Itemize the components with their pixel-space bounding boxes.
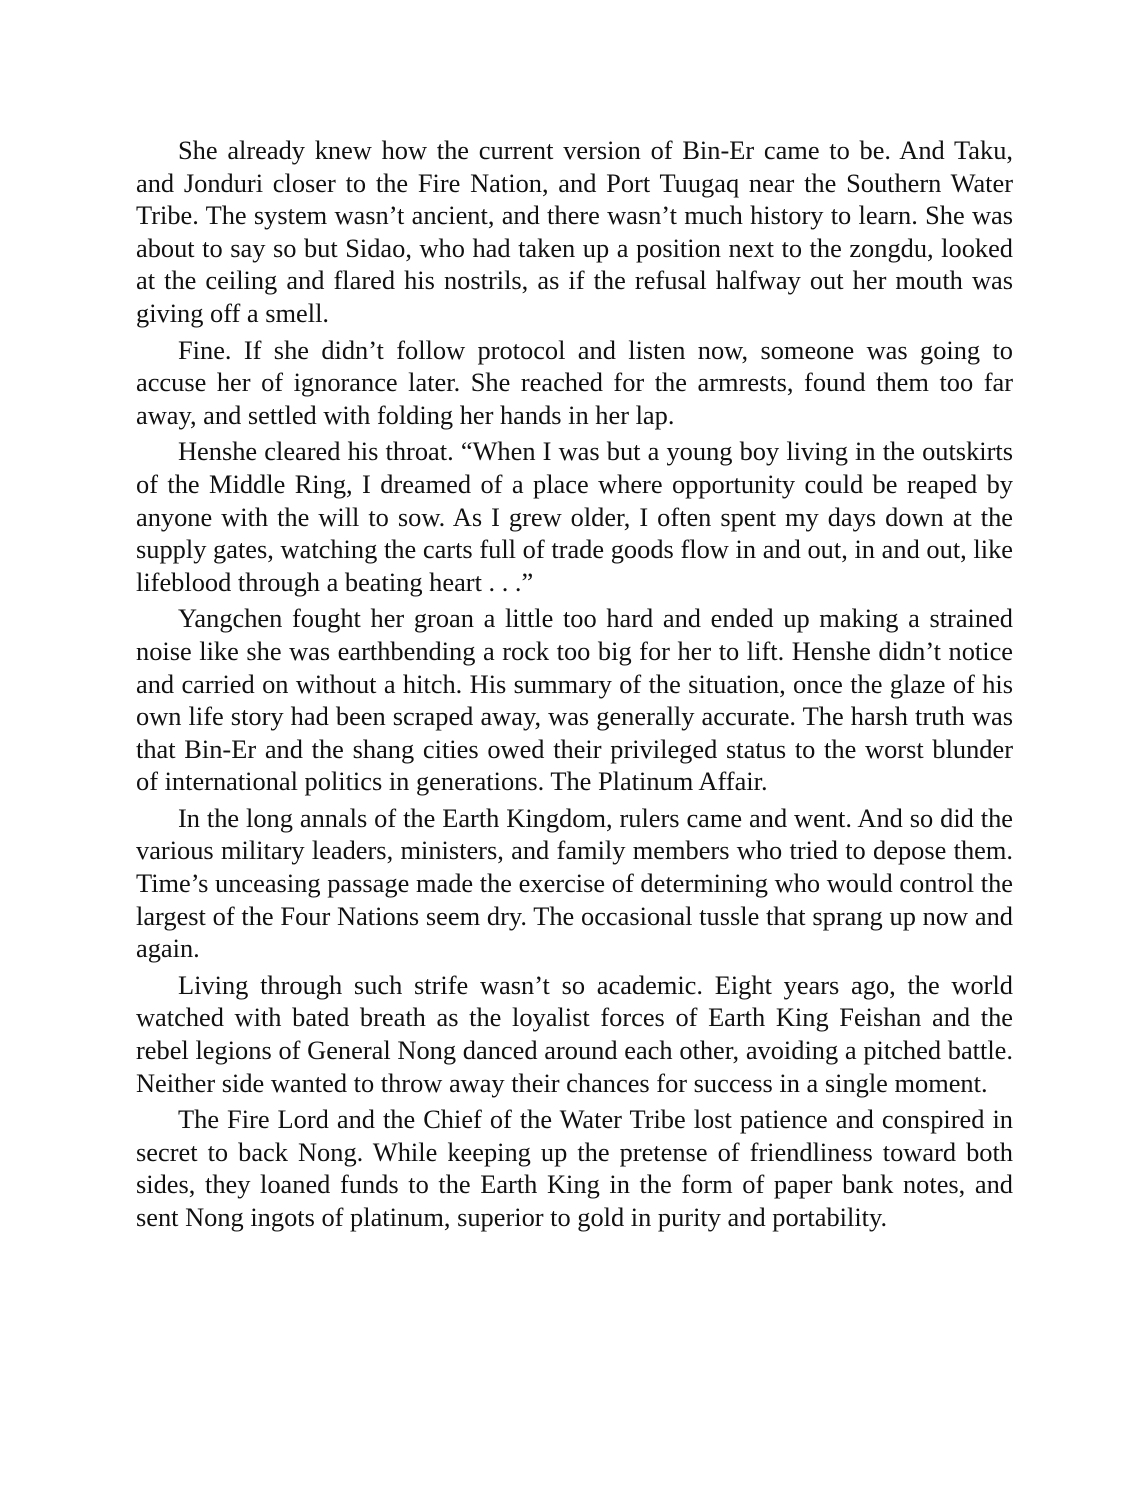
paragraph-7: The Fire Lord and the Chief of the Water Tribe lost patience and conspired in secret to back Nong. While keeping up the pretense of friendliness toward both sides, they loaned funds to the Earth King in the form of paper bank notes, and sent Nong ingots of platinum, superior to gold in purity and portability. (136, 1104, 1013, 1232)
paragraph-3: Henshe cleared his throat. “When I was but a young boy living in the outskirts of the Middle Ring, I dreamed of a place where opportunity could be reaped by anyone with the will to sow. As I grew older, I often spent my days down at the supply gates, watching the carts full of trade goods flow in and out, in and out, like lifeblood through a beating heart . . .” (136, 436, 1013, 597)
paragraph-5: In the long annals of the Earth Kingdom, rulers came and went. And so did the various military leaders, ministers, and family members who tried to depose them. Time’s unceasing passage made the exercise of determining who would control the largest of the Four Nations seem dry. The occasional tussle that sprang up now and again. (136, 802, 1013, 964)
page-body (136, 134, 1013, 1238)
paragraph-1: She already knew how the current version of Bin-Er came to be. And Taku, and Jonduri closer to the Fire Nation, and Port Tuugaq near the Southern Water Tribe. The system wasn’t ancient, and there wasn’t much history to learn. She was about to say so but Sidao, who had taken up a position next to the zongdu, looked at the ceiling and flared his nostrils, as if the refusal halfway out her mouth was giving off a smell. (136, 135, 1013, 328)
paragraph-6: Living through such strife wasn’t so academic. Eight years ago, the world watched with bated breath as the loyalist forces of Earth King Feishan and the rebel legions of General Nong danced around each other, avoiding a pitched battle. Neither side wanted to throw away their chances for success in a single moment. (136, 969, 1013, 1098)
paragraph-2: Fine. If she didn’t follow protocol and listen now, someone was going to accuse her of ignorance later. She reached for the armrests, found them too far away, and settled with folding her hands in her lap. (136, 334, 1013, 430)
paragraph-4: Yangchen fought her groan a little too hard and ended up making a strained noise like she was earthbending a rock too big for her to lift. Henshe didn’t notice and carried on without a hitch. His summary of the situation, once the glaze of his own life story had been scraped away, was generally accurate. The harsh truth was that Bin-Er and the shang cities owed their privileged status to the worst blunder of international politics in generations. The Platinum Affair. (136, 603, 1013, 797)
